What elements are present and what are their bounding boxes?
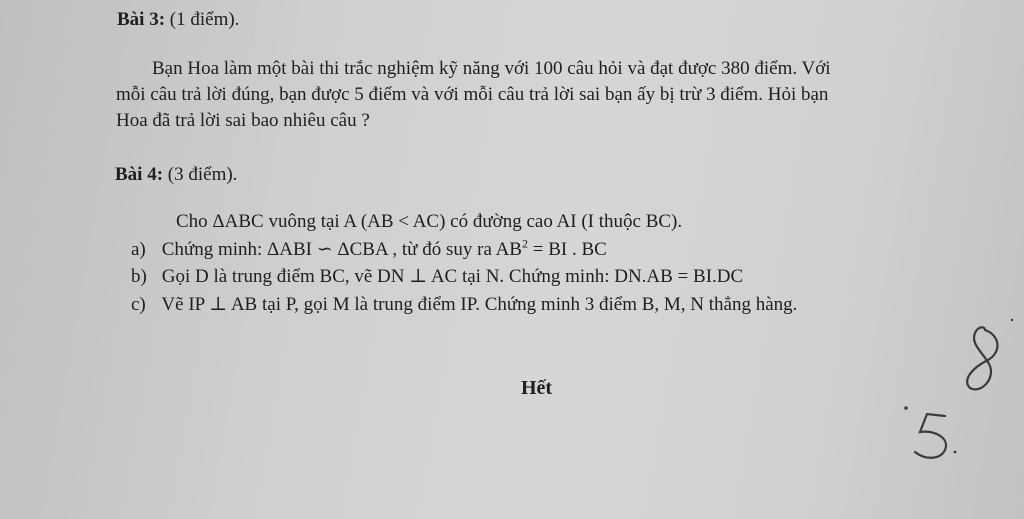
bai3-line-3: Hoa đã trả lời sai bao nhiêu câu ? <box>116 110 370 131</box>
bai3-title: Bài 3: <box>117 9 166 30</box>
bai3-line-1: Bạn Hoa làm một bài thi trắc nghiệm kỹ năng với 100 câu hỏi và đạt được 380 điểm. Với <box>152 58 831 79</box>
bai3-line-2: mỗi câu trả lời đúng, bạn được 5 điểm và với mỗi câu trả lời sai bạn ấy bị trừ 3 điểm. Hỏi bạn <box>116 84 829 105</box>
item-marker: a) <box>131 239 146 260</box>
bai4-intro: Cho ΔABC vuông tại A (AB < AC) có đường cao AI (I thuộc BC). <box>176 211 683 232</box>
item-text-tail: = BI . BC <box>527 239 607 260</box>
bai4-title: Bài 4: <box>115 164 164 185</box>
item-superscript: 2 <box>521 236 528 251</box>
item-text: Gọi D là trung điểm BC, vẽ DN ⊥ AC tại N. Chứng minh: DN.AB = BI.DC <box>161 266 744 287</box>
handwritten-five-mark <box>915 414 946 458</box>
pencil-dot <box>1011 319 1013 321</box>
handwritten-eight-mark <box>967 327 997 389</box>
item-marker: c) <box>131 294 146 315</box>
bai4-points: (3 điểm). <box>167 164 238 185</box>
item-marker: b) <box>131 266 147 287</box>
pencil-dot <box>904 406 908 410</box>
bai3-points: (1 điểm). <box>169 9 240 30</box>
item-text: Chứng minh: ΔABI ∽ ΔCBA , từ đó suy ra AB <box>161 239 522 260</box>
end-label: Hết <box>521 377 553 399</box>
item-text: Vẽ IP ⊥ AB tại P, gọi M là trung điểm IP. Chứng minh 3 điểm B, M, N thẳng hàng. <box>161 294 798 315</box>
pencil-dot <box>954 451 957 454</box>
bleed-through-text: . <box>250 28 254 45</box>
